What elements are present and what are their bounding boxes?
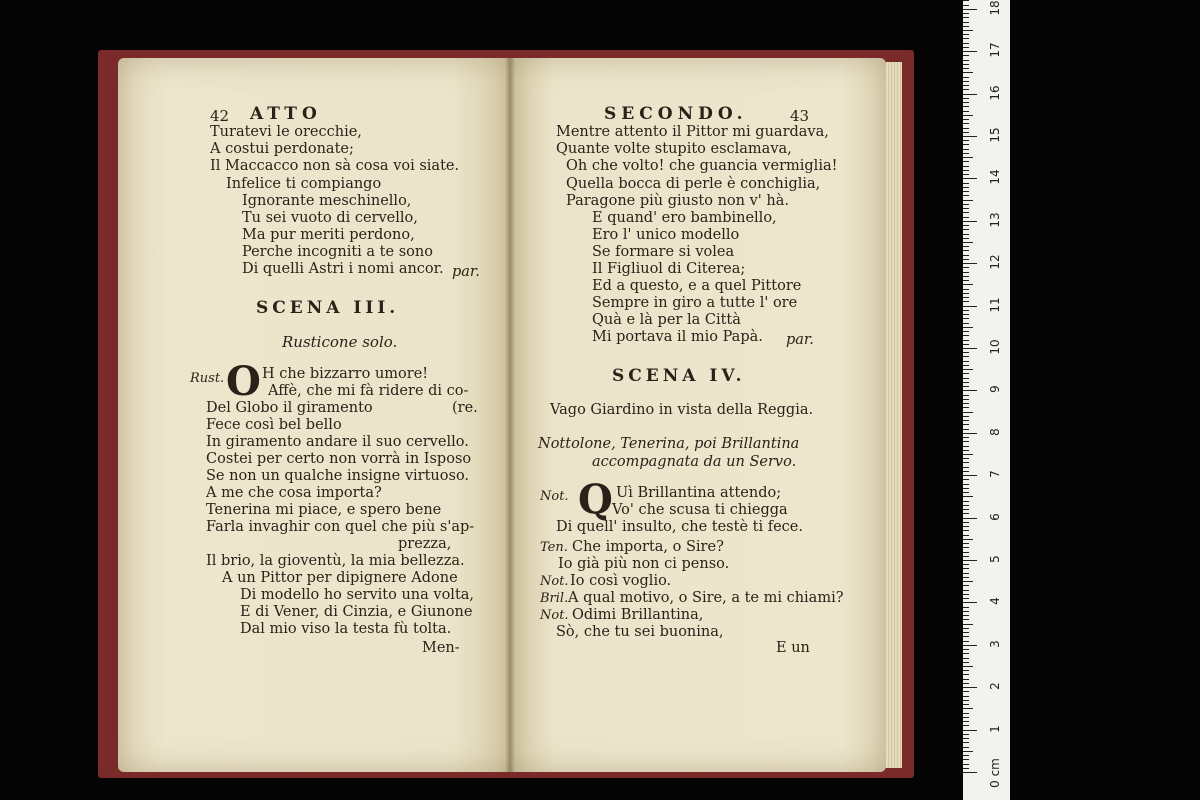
ruler-tick <box>963 403 969 404</box>
ruler-tick <box>963 573 969 574</box>
ruler-tick <box>963 26 969 27</box>
ruler-tick <box>963 751 973 752</box>
ruler-tick <box>963 658 969 659</box>
ruler-tick <box>963 700 969 701</box>
ruler-tick <box>963 89 969 90</box>
text-line: (re. <box>452 400 478 416</box>
ruler-tick <box>963 94 977 95</box>
ruler-tick <box>963 81 969 82</box>
ruler-label: 15 <box>988 127 1002 143</box>
ruler-tick <box>963 399 969 400</box>
ruler-tick <box>963 234 969 235</box>
ruler-label: 8 <box>988 427 1002 436</box>
text-line: In giramento andare il suo cervello. <box>206 434 469 450</box>
text-line: A un Pittor per dipignere Adone <box>222 570 458 586</box>
ruler-tick <box>963 730 977 731</box>
text-line: Men- <box>422 640 460 656</box>
ruler-tick <box>963 696 969 697</box>
ruler-tick <box>963 386 969 387</box>
ruler-tick <box>963 649 969 650</box>
text-line: A costui perdonate; <box>210 141 354 157</box>
ruler-tick <box>963 446 969 447</box>
text-line: Io già più non ci penso. <box>558 556 730 572</box>
speaker-label: Not. <box>540 574 569 589</box>
ruler-tick <box>963 115 973 116</box>
ruler-tick <box>963 628 969 629</box>
ruler-tick <box>963 140 969 141</box>
ruler-tick <box>963 539 973 540</box>
ruler-tick <box>963 318 969 319</box>
ruler-tick <box>963 200 973 201</box>
ruler-label: 5 <box>988 555 1002 563</box>
text-line: Turatevi le orecchie, <box>210 124 362 140</box>
ruler-tick <box>963 467 969 468</box>
ruler-tick <box>963 615 969 616</box>
ruler-tick <box>963 30 973 31</box>
ruler-tick <box>963 768 969 769</box>
ruler-tick <box>963 310 969 311</box>
ruler-tick <box>963 297 969 298</box>
ruler-tick <box>963 560 977 561</box>
text-line: prezza, <box>398 536 452 552</box>
ruler-tick <box>963 102 969 103</box>
ruler-tick <box>963 217 969 218</box>
ruler-tick <box>963 0 969 1</box>
ruler-tick <box>963 34 969 35</box>
text-line: Sempre in giro a tutte l' ore <box>592 295 798 311</box>
ruler-tick <box>963 662 969 663</box>
ruler-tick <box>963 458 969 459</box>
ruler-tick <box>963 759 969 760</box>
text-line: Farla invaghir con quel che più s'ap- <box>206 519 475 535</box>
ruler-tick <box>963 191 969 192</box>
ruler-tick <box>963 123 969 124</box>
scene-title: SCENA III. <box>256 298 400 318</box>
ruler-tick <box>963 496 973 497</box>
ruler-tick <box>963 161 969 162</box>
ruler-tick <box>963 407 969 408</box>
ruler-label: 10 <box>988 339 1002 355</box>
ruler-tick <box>963 755 969 756</box>
text-line: Perche incogniti a te sono <box>242 244 433 260</box>
left-running-head: ATTO <box>250 104 322 124</box>
ruler-tick <box>963 47 969 48</box>
ruler-tick <box>963 505 969 506</box>
speaker-label: Not. <box>540 608 569 623</box>
ruler-tick <box>963 619 969 620</box>
ruler-tick <box>963 653 969 654</box>
ruler-tick <box>963 369 973 370</box>
ruler-tick <box>963 280 969 281</box>
text-line: Quà e là per la Città <box>592 312 741 328</box>
ruler-tick <box>963 72 973 73</box>
text-line: E quand' ero bambinello, <box>592 210 777 226</box>
ruler-tick <box>963 454 973 455</box>
text-line: Io così voglio. <box>570 573 672 589</box>
ruler-tick <box>963 742 969 743</box>
ruler-tick <box>963 390 977 391</box>
ruler-label: 16 <box>988 84 1002 101</box>
text-line: Di quell' insulto, che testè ti fece. <box>556 519 803 535</box>
drop-cap: O <box>226 358 261 405</box>
text-line: Affè, che mi fà ridere di co- <box>268 383 469 399</box>
ruler-tick <box>963 717 969 718</box>
ruler-label: 12 <box>988 254 1002 270</box>
text-line: Del Globo il giramento <box>206 400 373 416</box>
ruler-tick <box>963 484 969 485</box>
ruler-label: 1 <box>988 724 1002 733</box>
text-line: Fece così bel bello <box>206 417 342 433</box>
ruler-tick <box>963 276 969 277</box>
text-line: Il Maccacco non sà cosa voi siate. <box>210 158 460 174</box>
ruler-tick <box>963 598 969 599</box>
ruler-tick <box>963 535 969 536</box>
ruler-tick <box>963 306 977 307</box>
ruler-tick <box>963 195 969 196</box>
speaker-label: Not. <box>540 489 569 504</box>
scene-setting: Vago Giardino in vista della Reggia. <box>550 402 814 418</box>
ruler-tick <box>963 225 969 226</box>
ruler-tick <box>963 221 977 222</box>
ruler-tick <box>963 64 969 65</box>
ruler-tick <box>963 85 969 86</box>
ruler-tick <box>963 433 977 434</box>
speaker-label: Rust. <box>190 371 225 386</box>
ruler-tick <box>963 632 969 633</box>
ruler-tick <box>963 509 969 510</box>
ruler-tick <box>963 518 977 519</box>
ruler-tick <box>963 98 969 99</box>
ruler-tick <box>963 119 969 120</box>
ruler-tick <box>963 136 977 137</box>
ruler-tick <box>963 365 969 366</box>
ruler-tick <box>963 183 969 184</box>
ruler-tick <box>963 246 969 247</box>
ruler-tick <box>963 674 969 675</box>
text-line: Vo' che scusa ti chiegga <box>612 502 788 518</box>
ruler-tick <box>963 556 969 557</box>
ruler-tick <box>963 5 969 6</box>
ruler-tick <box>963 340 969 341</box>
ruler-tick <box>963 178 977 179</box>
ruler-label: 2 <box>988 682 1002 691</box>
ruler-tick <box>963 479 969 480</box>
ruler-tick <box>963 314 969 315</box>
text-line: Infelice ti compiango <box>226 176 382 192</box>
ruler-tick <box>963 111 969 112</box>
ruler-tick <box>963 450 969 451</box>
ruler-tick <box>963 9 977 10</box>
ruler-tick <box>963 166 969 167</box>
ruler-tick <box>963 382 969 383</box>
ruler-tick <box>963 607 969 608</box>
ruler-tick <box>963 272 969 273</box>
ruler-tick <box>963 624 973 625</box>
ruler-tick <box>963 132 969 133</box>
right-page-number: 43 <box>790 107 810 125</box>
ruler-tick <box>963 747 969 748</box>
ruler-label: 7 <box>988 470 1002 479</box>
ruler-label: 11 <box>988 296 1002 313</box>
ruler-tick <box>963 170 969 171</box>
ruler-tick <box>963 157 973 158</box>
ruler-tick <box>963 17 969 18</box>
ruler-tick <box>963 513 969 514</box>
ruler-tick <box>963 68 969 69</box>
ruler-tick <box>963 22 969 23</box>
ruler-tick <box>963 441 969 442</box>
text-line: H che bizzarro umore! <box>262 366 429 382</box>
ruler-tick <box>963 352 969 353</box>
ruler-tick <box>963 594 969 595</box>
ruler-tick <box>963 144 969 145</box>
ruler-tick <box>963 301 969 302</box>
ruler-tick <box>963 585 969 586</box>
ruler-tick <box>963 229 969 230</box>
ruler-tick <box>963 734 969 735</box>
ruler-tick <box>963 602 977 603</box>
ruler-tick <box>963 704 969 705</box>
ruler-tick <box>963 429 969 430</box>
exit-mark: par. <box>452 264 480 280</box>
ruler-tick <box>963 55 969 56</box>
ruler-label: 3 <box>988 639 1002 648</box>
ruler-tick <box>963 238 969 239</box>
ruler-tick <box>963 581 973 582</box>
ruler-tick <box>963 128 969 129</box>
ruler-tick <box>963 293 969 294</box>
measuring-ruler <box>963 0 1010 800</box>
ruler-label: 6 <box>988 512 1002 521</box>
ruler-tick <box>963 471 969 472</box>
catchword: E un <box>776 640 810 656</box>
text-line: Tenerina mi piace, e spero bene <box>206 502 442 518</box>
ruler-tick <box>963 327 973 328</box>
ruler-tick <box>963 424 969 425</box>
text-line: Se non un qualche insigne virtuoso. <box>206 468 470 484</box>
text-line: Che importa, o Sire? <box>572 539 724 555</box>
text-line: Paragone più giusto non v' hà. <box>566 193 789 209</box>
ruler-tick <box>963 255 969 256</box>
ruler-tick <box>963 267 969 268</box>
text-line: Ed a questo, e a quel Pittore <box>592 278 802 294</box>
ruler-tick <box>963 416 969 417</box>
ruler-tick <box>963 492 969 493</box>
ruler-tick <box>963 348 977 349</box>
ruler-tick <box>963 543 969 544</box>
speaker-label: Ten. <box>540 540 568 555</box>
right-running-head: SECONDO. <box>604 104 748 124</box>
ruler-tick <box>963 721 969 722</box>
ruler-tick <box>963 772 977 773</box>
book-gutter <box>505 58 515 772</box>
ruler-tick <box>963 242 973 243</box>
text-line: Mentre attento il Pittor mi guardava, <box>556 124 829 140</box>
ruler-tick <box>963 641 969 642</box>
ruler-tick <box>963 552 969 553</box>
ruler-tick <box>963 395 969 396</box>
ruler-tick <box>963 577 969 578</box>
ruler-tick <box>963 335 969 336</box>
text-line: A me che cosa importa? <box>206 485 382 501</box>
ruler-tick <box>963 501 969 502</box>
text-line: Sò, che tu sei buonina, <box>556 624 724 640</box>
text-line: A qual motivo, o Sire, a te mi chiami? <box>568 590 844 606</box>
ruler-tick <box>963 289 969 290</box>
ruler-tick <box>963 51 977 52</box>
ruler-tick <box>963 263 977 264</box>
ruler-tick <box>963 153 969 154</box>
ruler-tick <box>963 666 973 667</box>
text-line: Quante volte stupito esclamava, <box>556 141 792 157</box>
ruler-tick <box>963 174 969 175</box>
ruler-tick <box>963 284 973 285</box>
ruler-tick <box>963 361 969 362</box>
ruler-tick <box>963 43 969 44</box>
text-line: Il brio, la gioventù, la mia bellezza. <box>206 553 465 569</box>
ruler-unit-label: 0 cm <box>988 758 1002 788</box>
ruler-tick <box>963 356 969 357</box>
ruler-tick <box>963 378 969 379</box>
page-edges <box>886 62 902 768</box>
ruler-tick <box>963 522 969 523</box>
text-line: Tu sei vuoto di cervello, <box>242 210 418 226</box>
ruler-tick <box>963 462 969 463</box>
ruler-tick <box>963 713 969 714</box>
text-line: Dal mio viso la testa fù tolta. <box>240 621 452 637</box>
ruler-tick <box>963 208 969 209</box>
text-line: Ma pur meriti perdono, <box>242 227 415 243</box>
ruler-tick <box>963 691 969 692</box>
ruler-label: 17 <box>988 42 1002 58</box>
ruler-tick <box>963 13 969 14</box>
text-line: Ignorante meschinello, <box>242 193 412 209</box>
ruler-tick <box>963 60 969 61</box>
text-line: Se formare si volea <box>592 244 735 260</box>
text-line: Quella bocca di perle è conchiglia, <box>566 176 821 192</box>
ruler-tick <box>963 420 969 421</box>
exit-mark: par. <box>786 332 814 348</box>
ruler-tick <box>963 679 969 680</box>
ruler-tick <box>963 212 969 213</box>
text-line: Odimi Brillantina, <box>572 607 704 623</box>
ruler-tick <box>963 323 969 324</box>
text-line: Mi portava il mio Papà. <box>592 329 763 345</box>
ruler-tick <box>963 38 969 39</box>
scene-title: SCENA IV. <box>612 366 746 386</box>
ruler-label: 13 <box>988 212 1002 228</box>
ruler-tick <box>963 106 969 107</box>
cast-line: Nottolone, Tenerina, poi Brillantina <box>538 436 800 452</box>
text-line: Uì Brillantina attendo; <box>616 485 782 501</box>
ruler-tick <box>963 530 969 531</box>
ruler-tick <box>963 547 969 548</box>
ruler-tick <box>963 488 969 489</box>
text-line: Costei per certo non vorrà in Isposo <box>206 451 472 467</box>
ruler-tick <box>963 645 977 646</box>
ruler-tick <box>963 738 969 739</box>
ruler-label: 4 <box>988 597 1002 606</box>
ruler-tick <box>963 764 969 765</box>
ruler-tick <box>963 77 969 78</box>
ruler-tick <box>963 725 969 726</box>
text-line: Di modello ho servito una volta, <box>240 587 475 603</box>
ruler-tick <box>963 611 969 612</box>
ruler-tick <box>963 636 969 637</box>
ruler-tick <box>963 259 969 260</box>
ruler-tick <box>963 344 969 345</box>
ruler-tick <box>963 568 969 569</box>
ruler-tick <box>963 250 969 251</box>
text-line: Ero l' unico modello <box>592 227 740 243</box>
text-line: E di Vener, di Cinzia, e Giunone <box>240 604 473 620</box>
ruler-label: 14 <box>988 169 1002 186</box>
ruler-tick <box>963 683 969 684</box>
text-line: Il Figliuol di Citerea; <box>592 261 746 277</box>
ruler-tick <box>963 590 969 591</box>
ruler-tick <box>963 475 977 476</box>
speaker-label: Bril. <box>540 591 569 606</box>
ruler-tick <box>963 373 969 374</box>
ruler-tick <box>963 687 977 688</box>
ruler-tick <box>963 526 969 527</box>
ruler-tick <box>963 437 969 438</box>
drop-cap: Q <box>578 476 613 523</box>
ruler-tick <box>963 187 969 188</box>
cast-line: accompagnata da un Servo. <box>592 454 797 470</box>
ruler-tick <box>963 149 969 150</box>
left-page-number: 42 <box>210 107 230 125</box>
ruler-tick <box>963 412 973 413</box>
ruler-tick <box>963 670 969 671</box>
ruler-tick <box>963 331 969 332</box>
ruler-tick <box>963 708 973 709</box>
ruler-tick <box>963 204 969 205</box>
text-line: Di quelli Astri i nomi ancor. <box>242 261 444 277</box>
ruler-label: 9 <box>988 385 1002 394</box>
text-line: Oh che volto! che guancia vermiglia! <box>566 158 838 174</box>
ruler-tick <box>963 564 969 565</box>
ruler-label: 18 <box>988 0 1002 16</box>
scene-subtitle: Rusticone solo. <box>282 333 398 351</box>
